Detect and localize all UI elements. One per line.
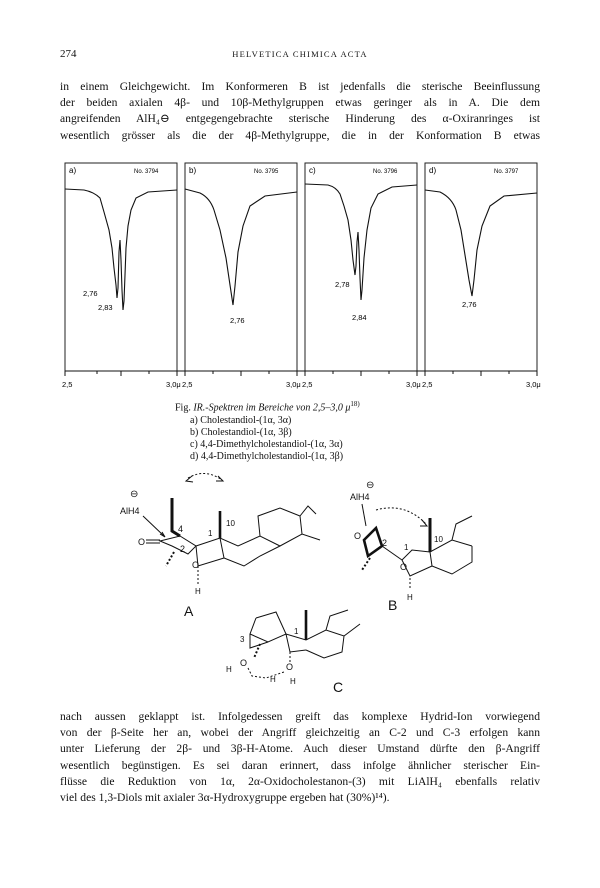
panel-label: a) — [69, 166, 77, 175]
figure-caption — [175, 398, 495, 463]
caption-item: a) Cholestandiol-(1α, 3α) — [190, 414, 292, 426]
peak-label: 2,76 — [462, 300, 477, 309]
peak-label: 2,78 — [335, 280, 350, 289]
structure-c — [210, 604, 380, 694]
caption-item: b) Cholestandiol-(1α, 3β) — [190, 426, 292, 438]
locant: 3 — [240, 635, 245, 644]
panel-label: b) — [189, 166, 197, 175]
spectrum-trace-b — [185, 189, 297, 305]
atom-label: O — [400, 562, 408, 572]
reagent-label: AlH4 — [120, 506, 140, 516]
text-line: wesentlich grösser als die der 4β-Methylgruppe, die in der Konformation B etwas — [60, 128, 540, 142]
paragraph-bottom — [60, 709, 540, 806]
reagent-label: AlH4 — [350, 492, 370, 502]
journal-title: HELVETICA CHIMICA ACTA — [232, 49, 368, 59]
locant: 2 — [382, 538, 388, 548]
panel-number: No. 3796 — [373, 169, 398, 175]
caption-item: c) 4,4-Dimethylcholestandiol-(1α, 3α) — [190, 438, 343, 450]
text-line: wesentlich begünstigen. Es sei daran erinnert, dass infolge ähnlicher sterischer Ein- — [60, 758, 540, 772]
caption-item: d) 4,4-Dimethylcholestandiol-(1α, 3β) — [190, 451, 344, 463]
locant: 1 — [404, 543, 409, 552]
structure-a — [120, 473, 320, 616]
charge-symbol: ⊖ — [130, 489, 139, 500]
text-line: unter Lieferung der 2β- und 3β-H-Atome. Auch dieser Umstand dürfte den β-Angriff — [60, 742, 540, 756]
text-line: viel des 1,3-Diols mit axialer 3α-Hydroxygruppe ergeben hat (30%)¹⁴). — [60, 791, 390, 805]
spectrum-panel-a — [65, 163, 177, 371]
spectrum-trace-c — [305, 184, 417, 300]
paragraph-top — [60, 79, 540, 144]
locant: 10 — [226, 519, 235, 528]
text-line: nach aussen geklappt ist. Infolgedessen greift das komplexe Hydrid-Ion vorwiegend — [60, 710, 540, 723]
axis-tick-label: 3,0μ — [526, 380, 541, 389]
spectrum-trace-a — [65, 189, 177, 310]
page-header — [60, 48, 540, 64]
ir-spectra-figure — [60, 160, 544, 396]
locant: 4 — [178, 524, 184, 534]
text-line: in einem Gleichgewicht. Im Konformeren B ist jedenfalls die sterische Beeinflussung — [60, 80, 540, 93]
axis-tick-label: 2,5 — [422, 380, 433, 389]
caption-prefix: Fig. — [175, 402, 191, 414]
spectrum-panel-c — [305, 163, 417, 371]
panel-number: No. 3797 — [494, 169, 519, 175]
atom-label: O — [354, 531, 362, 541]
structure-label-c: C — [333, 679, 344, 695]
locant: 1 — [208, 529, 213, 538]
atom-label: H — [226, 665, 232, 674]
caption-title — [175, 398, 495, 415]
panel-label: c) — [309, 166, 316, 175]
text-line: flüsse die Reduktion von 1α, 2α-Oxidocholestanon-(3) mit LiAlH₄ ebenfalls relativ — [60, 774, 540, 788]
axis-tick-label: 2,5 — [62, 380, 73, 389]
axis-tick-label: 3,0μ — [286, 380, 301, 389]
peak-label: 2,76 — [230, 316, 245, 325]
caption-title-text: IR.-Spektren im Bereiche von 2,5–3,0 μ — [193, 402, 351, 414]
atom-label: O — [192, 560, 200, 570]
peak-label: 2,83 — [98, 303, 113, 312]
structures-a-b — [100, 466, 500, 616]
peak-label: 2,76 — [83, 289, 98, 298]
panel-number: No. 3795 — [254, 169, 279, 175]
atom-label: H — [407, 593, 413, 602]
x-axis — [65, 371, 537, 376]
atom-label: O — [240, 658, 248, 668]
structure-label: B — [388, 597, 398, 613]
atom-label: H — [270, 675, 276, 684]
spectrum-panel-b — [185, 163, 297, 371]
spectrum-panel-d — [425, 163, 537, 371]
locant: 2 — [180, 544, 186, 554]
axis-tick-label: 2,5 — [302, 380, 313, 389]
atom-label: H — [195, 587, 201, 596]
structure-label: A — [184, 603, 194, 616]
locant: 10 — [434, 535, 443, 544]
text-line: von der β-Seite her an, wobei der Angriff gleichzeitig an C-2 und C-3 erfolgen kann — [60, 726, 540, 740]
atom-label: O — [286, 662, 294, 672]
panel-label: d) — [429, 166, 437, 175]
atom-label: O — [138, 537, 146, 547]
caption-footnote: 18) — [350, 400, 360, 408]
page-number: 274 — [60, 48, 77, 60]
text-line: der beiden axialen 4β- und 10β-Methylgruppen etwas geringer als in A. Die dem — [60, 96, 540, 110]
structure-b — [350, 480, 472, 613]
axis-tick-label: 3,0μ — [406, 380, 421, 389]
text-line: angreifenden AlH₄⊖ entgegengebrachte sterische Hinderung des α-Oxiranringes ist — [60, 112, 540, 126]
panel-number: No. 3794 — [134, 169, 159, 175]
spectrum-trace-d — [425, 190, 537, 296]
charge-symbol: ⊖ — [366, 480, 375, 491]
locant: 1 — [294, 627, 299, 636]
axis-tick-label: 3,0μ — [166, 380, 181, 389]
atom-label: H — [290, 677, 296, 686]
axis-tick-label: 2,5 — [182, 380, 193, 389]
peak-label: 2,84 — [352, 313, 367, 322]
